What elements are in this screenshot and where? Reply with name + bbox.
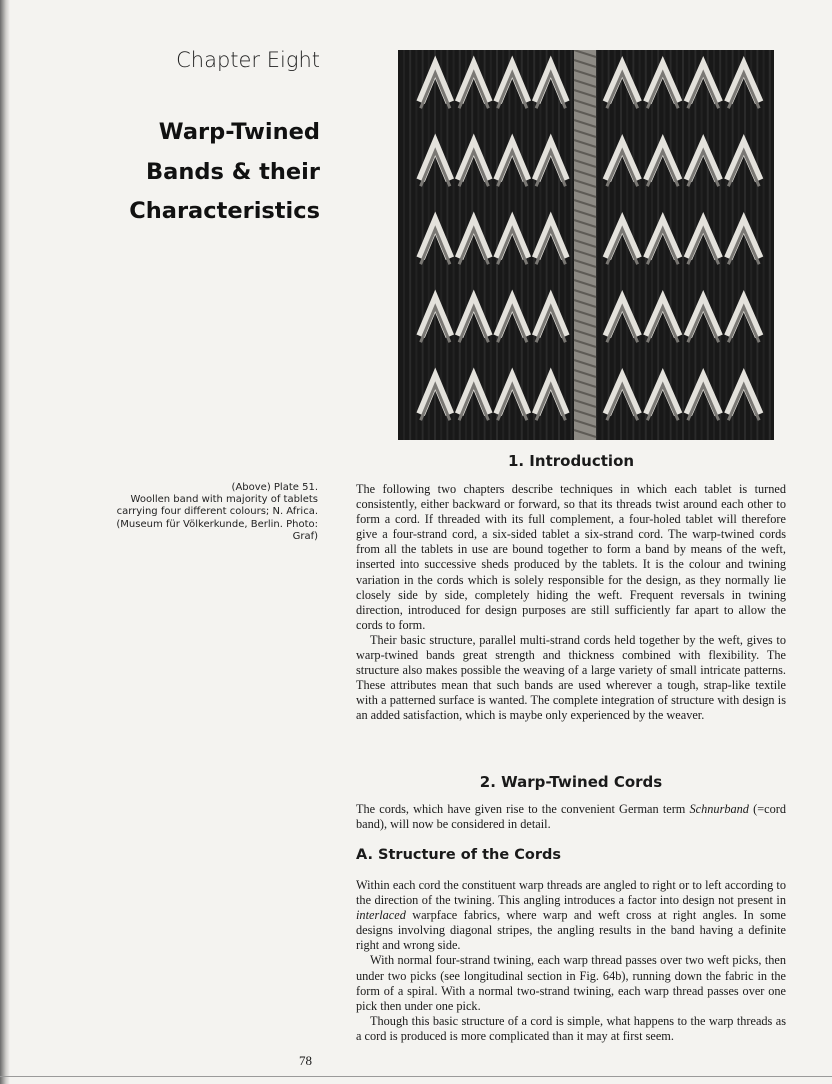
caption-line: (Above) Plate 51. — [231, 482, 318, 493]
paragraph: The cords, which have given rise to the convenient German term Schnurband (=cord band), will now be considered in detail. — [356, 802, 786, 832]
section-heading-introduction: 1. Introduction — [507, 452, 635, 470]
warp-twined-cords-text — [356, 802, 786, 832]
paragraph: Though this basic structure of a cord is simple, what happens to the warp threads as a cord is produced is more complicated than it may at first seem. — [356, 1013, 786, 1043]
paragraph: The following two chapters describe techniques in which each tablet is turned consistently, either backward or forward, so that its threads twist around each other to form a cord. If threaded with its full complement, a four-holed tablet will therefore give a four-strand cord, a six-sided tablet a six-strand cord. The warp-twined cords from all the tablets in use are bound together to form a band by means of the weft, inserted into successive sheds produced by the tablets. It is the colour and twining variation in the cords which is solely responsible for the design, as they normally lie closely side by side, completely hiding the weft. Frequent reversals in twining direction, introduced for design purposes are still sufficiently far apart to allow the cords to form. — [356, 482, 786, 632]
title-line-3: Characteristics — [129, 198, 320, 224]
chapter-title — [100, 113, 320, 232]
section-heading-warp-twined-cords: 2. Warp-Twined Cords — [479, 773, 663, 791]
plate-caption — [110, 482, 318, 543]
title-line-1: Warp-Twined — [158, 119, 320, 145]
caption-line: (Museum für Völkerkunde, Berlin. Photo: — [116, 518, 318, 530]
binding-gutter — [0, 0, 10, 1084]
woven-band-photo-icon — [398, 50, 774, 440]
caption-line: Graf) — [292, 530, 318, 542]
emphasized-term: interlaced — [356, 908, 406, 923]
paragraph: With normal four-strand twining, each warp thread passes over two weft picks, then under two picks (see longitudinal section in Fig. 64b), running down the fabric in the form of a spiral. With a normal two-strand twining, each warp thread passes over one pick then under one pick. — [356, 953, 786, 1013]
paragraph: Their basic structure, parallel multi-strand cords held together by the weft, gives to warp-twined bands great strength and thickness combined with flexibility. The structure also makes possible the weaving of a large variety of small intricate patterns. These attributes mean that such bands are used wherever a tough, strap-like textile with a patterned surface is wanted. The complete integration of structure with design is an added satisfaction, which is maybe only experienced by the weaver. — [356, 632, 786, 723]
chapter-label: Chapter Eight — [176, 48, 320, 72]
caption-line: Woollen band with majority of tablets — [130, 494, 318, 506]
structure-text — [356, 878, 786, 1044]
plate-photo — [398, 50, 774, 440]
title-line-2: Bands & their — [146, 158, 320, 185]
paragraph: Within each cord the constituent warp threads are angled to right or to left according to the direction of the twining. This angling introduces a factor into design not present in interlaced warpface fabrics, where warp and weft cross at right angles. In some designs involving diagonal stripes, the angling results in the band having a definite right and wrong side. — [356, 878, 786, 953]
subsection-heading-structure: A. Structure of the Cords — [356, 847, 561, 863]
bottom-rule — [0, 1076, 832, 1077]
introduction-text — [356, 482, 786, 724]
german-term: Schnurband — [689, 802, 749, 816]
caption-line: carrying four different colours; N. Africa. — [116, 506, 318, 518]
page-number: 78 — [299, 1053, 312, 1068]
